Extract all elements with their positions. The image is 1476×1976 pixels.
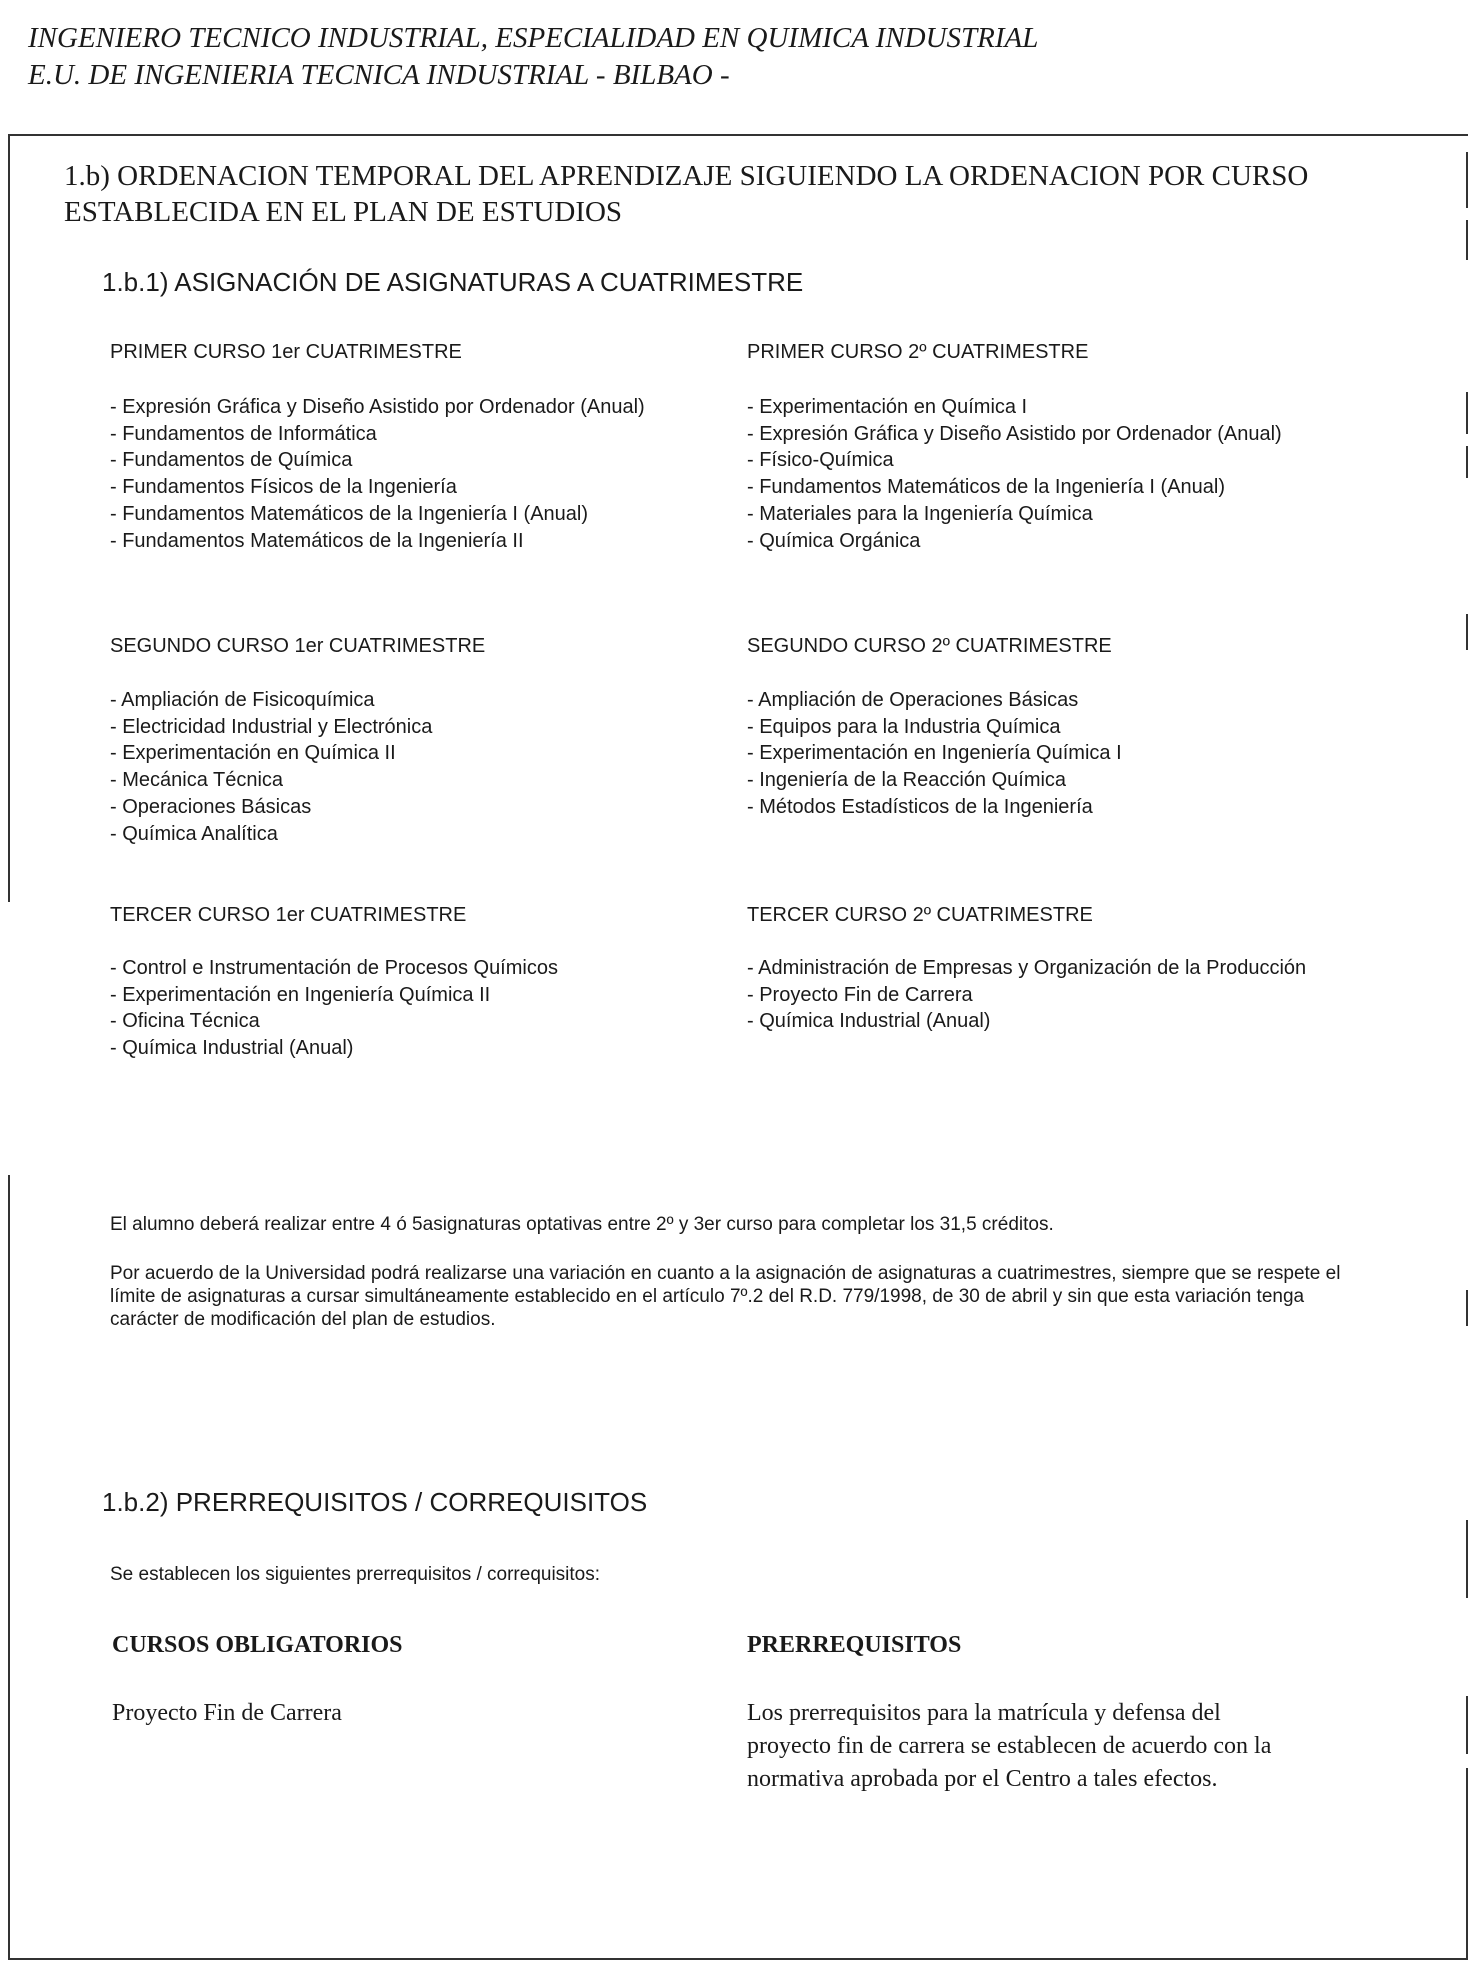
list-item: - Experimentación en Ingeniería Química I [747,742,1122,765]
list-item: - Fundamentos de Informática [110,422,377,445]
list-item: - Oficina Técnica [110,1010,260,1033]
list-item: - Expresión Gráfica y Diseño Asistido por Ordenador (Anual) [110,396,645,418]
list-item: - Electricidad Industrial y Electrónica [110,715,433,738]
section-title: 1.b) ORDENACION TEMPORAL DEL APRENDIZAJE SIGUIENDO LA ORDENACION POR CURSO ESTABLECIDA EN EL PLAN DE ESTUDIOS [64,160,1309,228]
document-header [28,20,1038,94]
cursos-obligatorios-heading: CURSOS OBLIGATORIOS [112,1632,403,1658]
primer-curso-c2-heading: PRIMER CURSO 2º CUATRIMESTRE [747,341,1089,363]
right-border-mark-1 [1466,152,1468,208]
list-item: - Química Orgánica [747,529,921,552]
prerequisites-intro: Se establecen los siguientes prerrequisitos / correquisitos: [110,1564,601,1585]
list-item: - Fundamentos Matemáticos de la Ingeniería II [110,529,524,552]
right-border-mark-5 [1466,614,1468,650]
list-item: - Ampliación de Fisicoquímica [110,689,375,711]
tercer-curso-c2-list [747,955,1317,1035]
list-item: - Expresión Gráfica y Diseño Asistido por Ordenador (Anual) [747,422,1282,445]
segundo-curso-c1-list [110,687,710,847]
right-border-mark-3 [1466,392,1468,434]
primer-curso-c1-list [110,394,690,554]
right-border-mark-7 [1466,1520,1468,1598]
primer-curso-c1-heading: PRIMER CURSO 1er CUATRIMESTRE [110,341,462,363]
list-item: - Ampliación de Operaciones Básicas [747,689,1079,711]
segundo-curso-c2-heading: SEGUNDO CURSO 2º CUATRIMESTRE [747,635,1112,657]
list-item: - Fundamentos Físicos de la Ingeniería [110,476,457,499]
right-border-mark-6 [1466,1290,1468,1326]
list-item: - Química Industrial (Anual) [110,1037,354,1060]
list-item: - Métodos Estadísticos de la Ingeniería [747,795,1093,818]
list-item: - Experimentación en Química II [110,742,396,765]
header-line-2: E.U. DE INGENIERIA TECNICA INDUSTRIAL - BILBAO - [28,59,730,91]
list-item: - Mecánica Técnica [110,769,284,792]
acuerdo-note: Por acuerdo de la Universidad podrá realizarse una variación en cuanto a la asignación de asignaturas a cuatrimestres, siempre que se respete el límite de asignaturas a cursar simultáneamente establecido en el artículo 7º.2 del R.D. 779/1998, de 30 de abril y sin que esta variación tenga carácter de modificación del plan de estudios. [110,1263,1341,1330]
list-item: - Experimentación en Química I [747,396,1028,418]
tercer-curso-c1-list [110,955,710,1062]
list-item: - Físico-Química [747,449,894,472]
list-item: - Fundamentos Matemáticos de la Ingeniería I (Anual) [110,502,589,525]
prerrequisitos-heading: PRERREQUISITOS [747,1632,962,1658]
top-rule [8,134,1468,136]
list-item: - Ingeniería de la Reacción Química [747,769,1067,792]
primer-curso-c2-list [747,394,1337,554]
tercer-curso-c2-heading: TERCER CURSO 2º CUATRIMESTRE [747,904,1093,926]
list-item: - Proyecto Fin de Carrera [747,983,973,1006]
list-item: - Fundamentos de Química [110,449,353,472]
course-name: Proyecto Fin de Carrera [112,1700,342,1726]
left-border-lower [8,1175,10,1960]
right-border-mark-4 [1466,446,1468,478]
left-border-upper [8,134,10,902]
list-item: - Química Analítica [110,822,278,845]
header-line-1: INGENIERO TECNICO INDUSTRIAL, ESPECIALIDAD EN QUIMICA INDUSTRIAL [28,22,1039,54]
list-item: - Equipos para la Industria Química [747,715,1061,738]
right-border-mark-9 [1466,1768,1468,1960]
list-item: - Química Industrial (Anual) [747,1010,991,1033]
right-border-mark-8 [1466,1696,1468,1754]
tercer-curso-c1-heading: TERCER CURSO 1er CUATRIMESTRE [110,904,467,926]
segundo-curso-c2-list [747,687,1377,821]
right-border-mark-2 [1466,220,1468,260]
subsection-2-title: 1.b.2) PRERREQUISITOS / CORREQUISITOS [102,1487,648,1517]
optativas-note: El alumno deberá realizar entre 4 ó 5asignaturas optativas entre 2º y 3er curso para completar los 31,5 créditos. [110,1214,1054,1235]
list-item: - Administración de Empresas y Organización de la Producción [747,957,1307,979]
list-item: - Experimentación en Ingeniería Química II [110,983,491,1006]
list-item: - Control e Instrumentación de Procesos Químicos [110,957,558,979]
subsection-1-title: 1.b.1) ASIGNACIÓN DE ASIGNATURAS A CUATRIMESTRE [102,267,804,297]
list-item: - Fundamentos Matemáticos de la Ingeniería I (Anual) [747,476,1226,499]
bottom-rule [8,1958,1468,1960]
list-item: - Operaciones Básicas [110,795,312,818]
segundo-curso-c1-heading: SEGUNDO CURSO 1er CUATRIMESTRE [110,635,486,657]
list-item: - Materiales para la Ingeniería Química [747,502,1093,525]
prerequisite-description: Los prerrequisitos para la matrícula y defensa del proyecto fin de carrera se establecen de acuerdo con la normativa aprobada por el Centro a tales efectos. [747,1700,1272,1792]
